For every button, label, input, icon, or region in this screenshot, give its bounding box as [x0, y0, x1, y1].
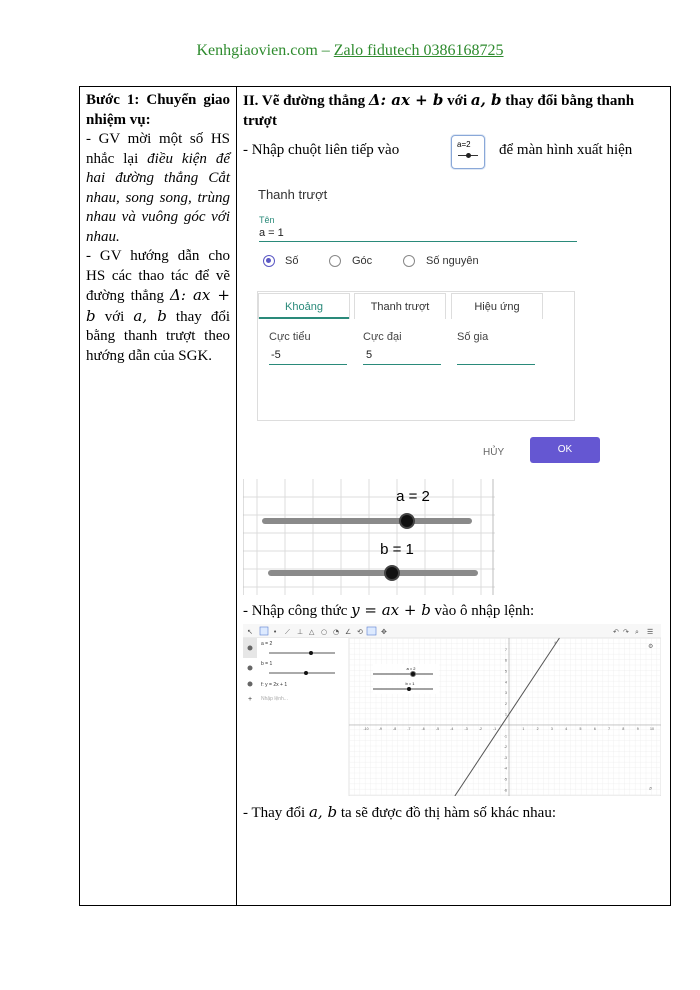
- x-tick-label: -3: [464, 727, 468, 731]
- header-separator: –: [321, 42, 330, 59]
- svg-text:☰: ☰: [647, 628, 654, 636]
- min-input[interactable]: -5: [271, 349, 281, 361]
- graphics-slider-a-label: a = 2: [406, 666, 416, 671]
- y-tick-label: 6: [505, 658, 507, 663]
- instruction-line-1: - Nhập chuột liên tiếp vào để màn hình xuất hiện: [243, 142, 633, 158]
- radio-number[interactable]: [263, 255, 275, 267]
- x-tick-label: 9: [636, 727, 639, 731]
- slider-a-knob[interactable]: [400, 514, 414, 528]
- instruction-line-3: - Thay đổi a, b ta sẽ được đồ thị hàm số khác nhau:: [243, 803, 556, 821]
- max-label: Cực đại: [363, 331, 402, 343]
- y-tick-label: 2: [505, 701, 507, 706]
- radio-angle-label: Góc: [352, 255, 373, 267]
- x-tick-label: -8: [393, 727, 397, 731]
- svg-text:↖: ↖: [247, 628, 253, 636]
- name-label: Tên: [259, 215, 275, 225]
- x-tick-label: -10: [363, 727, 369, 731]
- tab-slider[interactable]: Thanh trượt: [354, 293, 446, 319]
- dialog-title: Thanh trượt: [258, 187, 328, 202]
- x-tick-label: 2: [536, 727, 539, 731]
- x-tick-label: 7: [608, 727, 611, 731]
- svg-text:⊥: ⊥: [297, 628, 304, 636]
- tab-interval[interactable]: Khoảng: [258, 293, 350, 319]
- svg-text:✥: ✥: [381, 628, 387, 636]
- zoom-icon[interactable]: ⌕: [649, 785, 653, 792]
- y-tick-label: -4: [503, 766, 507, 771]
- x-tick-label: -2: [478, 727, 482, 731]
- x-tick-label: -5: [435, 727, 440, 731]
- slider-tool-icon[interactable]: a=2: [451, 135, 485, 169]
- lesson-table: [79, 86, 671, 906]
- ok-button[interactable]: OK: [530, 437, 600, 463]
- y-tick-label: -5: [503, 777, 507, 782]
- radio-integer[interactable]: [403, 255, 415, 267]
- y-tick-label: 4: [505, 680, 507, 685]
- task-item-1: - GV mời một số HS nhắc lại điều kiện để hai đường thẳng Cắt nhau, song song, trùng nhau và vuông góc với nhau.: [86, 131, 230, 245]
- svg-text:⌕: ⌕: [635, 628, 639, 636]
- page-header: [0, 42, 700, 60]
- x-tick-label: 1: [522, 727, 525, 731]
- algebra-row-f[interactable]: f: y = 2x + 1: [261, 682, 288, 688]
- svg-text:↶: ↶: [613, 628, 619, 636]
- slider-b-label: b = 1: [380, 541, 414, 558]
- algebra-row-a[interactable]: a = 2: [261, 641, 273, 647]
- name-input[interactable]: a = 1: [259, 227, 284, 239]
- y-tick-label: 3: [505, 691, 507, 696]
- x-tick-label: -7: [407, 727, 411, 731]
- svg-text:⟋: ⟋: [285, 628, 290, 636]
- svg-text:∠: ∠: [345, 628, 352, 636]
- algebra-row-b[interactable]: b = 1: [261, 661, 273, 667]
- radio-integer-label: Số nguyên: [426, 255, 479, 267]
- x-tick-label: 10: [650, 727, 654, 731]
- x-tick-label: 8: [622, 727, 625, 731]
- tab-animation[interactable]: Hiệu ứng: [451, 293, 543, 319]
- slider-b-knob[interactable]: [385, 566, 399, 580]
- right-column: [237, 87, 671, 906]
- max-input[interactable]: 5: [366, 349, 373, 361]
- site-name[interactable]: Kenhgiaovien.com: [196, 42, 318, 59]
- y-tick-label: 7: [505, 647, 507, 652]
- step-heading: Bước 1: Chuyển giao nhiệm vụ:: [86, 92, 230, 128]
- input-bar[interactable]: Nhập lệnh...: [261, 696, 288, 702]
- svg-text:△: △: [309, 628, 315, 636]
- y-tick-label: -2: [503, 745, 507, 750]
- svg-text:+: +: [248, 696, 253, 703]
- task-item-2: - GV hướng dẫn cho HS các thao tác để vẽ đường thẳng Δ: ax + b với a, b thay đổi bằng thanh trượt theo hướng dẫn của SGK.: [86, 248, 230, 364]
- svg-text:⟲: ⟲: [357, 628, 363, 636]
- slider-a-label: a = 2: [396, 488, 430, 505]
- instruction-line-2: - Nhập công thức y = ax + b vào ô nhập lệnh:: [243, 601, 535, 619]
- geogebra-window: [243, 624, 661, 796]
- sliders-preview: [243, 479, 495, 595]
- graphics-sliders[interactable]: [373, 664, 439, 694]
- section-title: II. Vẽ đường thẳng Δ: ax + b với a, b thay đổi bằng thanh trượt: [243, 91, 635, 129]
- svg-text:○: ○: [321, 628, 328, 636]
- x-tick-label: 3: [550, 727, 553, 731]
- left-column: [80, 87, 237, 906]
- y-tick-label: 5: [505, 669, 507, 674]
- y-tick-label: -6: [503, 788, 507, 793]
- radio-number-label: Số: [285, 255, 299, 267]
- x-tick-label: 5: [579, 727, 582, 731]
- svg-text:◔: ◔: [333, 628, 340, 636]
- min-label: Cực tiểu: [269, 331, 311, 343]
- svg-text:•: •: [273, 628, 278, 636]
- y-tick-label: -3: [503, 755, 507, 760]
- x-tick-label: -9: [378, 727, 382, 731]
- x-tick-label: 6: [593, 727, 596, 731]
- step-label: Số gia: [457, 331, 489, 343]
- x-tick-label: -6: [421, 727, 425, 731]
- y-tick-label: 1: [505, 712, 507, 717]
- x-tick-label: 4: [565, 727, 568, 731]
- y-tick-label: -1: [503, 734, 507, 739]
- contact-info[interactable]: Zalo fidutech 0386168725: [333, 42, 504, 59]
- radio-angle[interactable]: [329, 255, 341, 267]
- function-label: f: [554, 640, 556, 645]
- graphics-slider-b-label: b = 1: [405, 681, 415, 686]
- x-tick-label: -1: [493, 727, 497, 731]
- svg-text:↷: ↷: [623, 628, 629, 636]
- graphics-settings-icon[interactable]: ⚙: [648, 643, 654, 650]
- cancel-button[interactable]: HỦY: [483, 447, 505, 458]
- x-tick-label: -4: [450, 727, 454, 731]
